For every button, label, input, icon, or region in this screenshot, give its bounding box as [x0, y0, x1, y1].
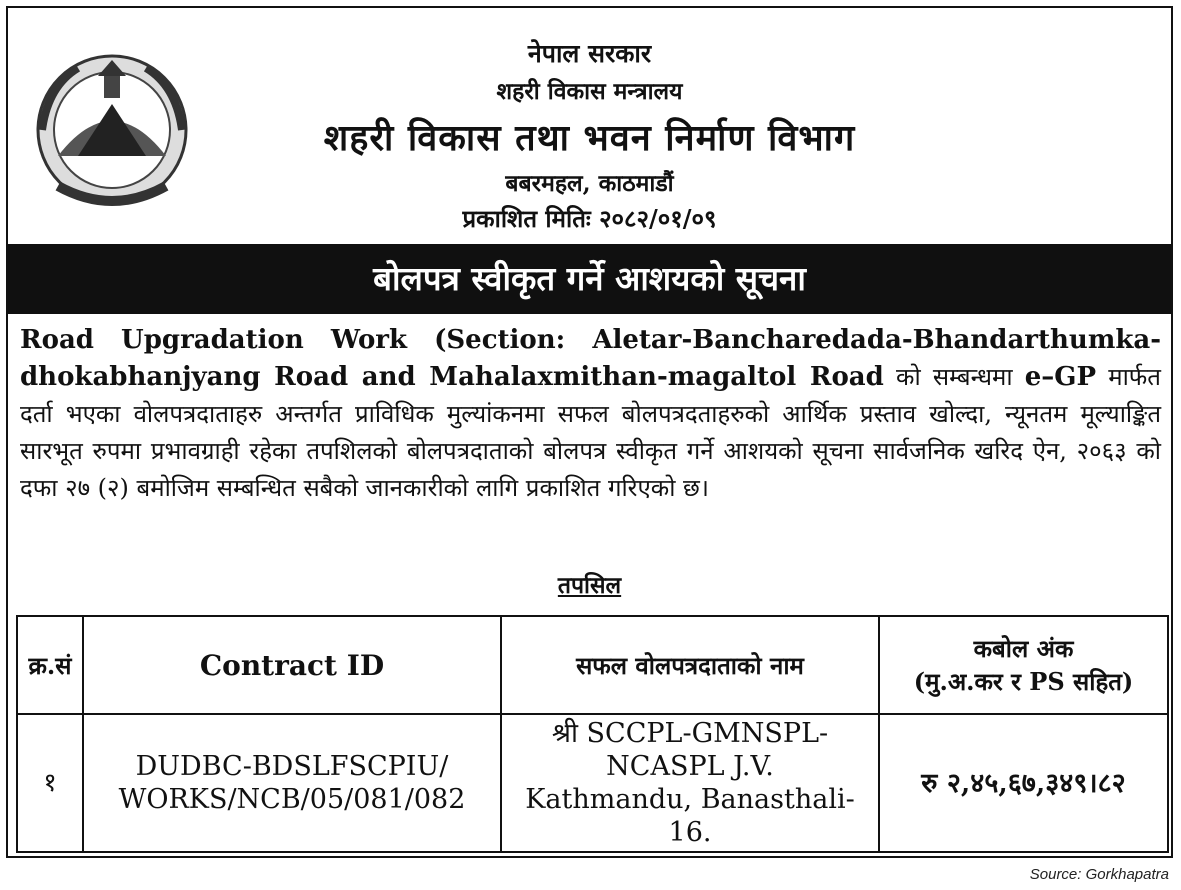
body-connector: को सम्बन्धमा — [883, 363, 1025, 391]
notice-header — [8, 8, 1171, 244]
ministry-name: शहरी विकास मन्त्रालय — [496, 78, 683, 105]
row-amount: रु २,४५,६७,३४९।८२ — [879, 714, 1168, 852]
egp-label: e–GP — [1024, 362, 1097, 392]
project-name: Road Upgradation Work (Section: Aletar-Bancharedada-Bhandarthumka-dhokabhanjyang Road and Mahalaxmithan-magaltol Road — [20, 325, 1161, 392]
notice-title-banner: बोलपत्र स्वीकृत गर्ने आशयको सूचना — [8, 244, 1171, 314]
header-contract-id: Contract ID — [83, 616, 501, 714]
table-header-row — [17, 616, 1168, 714]
contract-id-line2: WORKS/NCB/05/081/082 — [118, 784, 466, 815]
bidder-line1: श्री SCCPL-GMNSPL- — [551, 718, 829, 749]
published-date: प्रकाशित मितिः २०८२/०१/०९ — [462, 204, 717, 233]
body-text: मार्फत दर्ता भएका वोलपत्रदाताहरु अन्तर्गत प्राविधिक मुल्यांकनमा सफल बोलपत्रदताहरुको आर्थिक प्रस्ताव खोल्दा, न्यूनतम मूल्याङ्कित सारभूत रुपमा प्रभावग्राही रहेका तपशिलको बोलपत्रदाताको बोलपत्र स्वीकृत गर्ने आशयको सूचना सार्वजनिक खरिद ऐन, २०६३ को दफा २७ (२) बमोजिम सम्बन्धित सबैको जानकारीको लागि प्रकाशित गरिएको छ। — [20, 363, 1161, 502]
row-contract-id — [83, 714, 501, 852]
contract-table — [16, 615, 1169, 853]
office-address: बबरमहल, काठमाडौं — [505, 170, 674, 197]
header-amount — [879, 616, 1168, 714]
header-bidder: सफल वोलपत्रदाताको नाम — [501, 616, 879, 714]
notice-frame — [6, 6, 1173, 858]
header-amount-line1: कबोल अंक — [973, 634, 1074, 663]
bidder-line3: Kathmandu, Banasthali-16. — [525, 784, 855, 848]
header-amount-line2: (मु.अ.कर र PS सहित) — [913, 667, 1134, 696]
table-row — [17, 714, 1168, 852]
tapsil-heading: तपसिल — [557, 572, 622, 599]
notice-body — [20, 322, 1161, 507]
contract-id-line1: DUDBC-BDSLFSCPIU/ — [135, 751, 449, 782]
government-name: नेपाल सरकार — [527, 39, 652, 68]
row-bidder — [501, 714, 879, 852]
source-credit: Source: Gorkhapatra — [1029, 866, 1169, 883]
row-sn: १ — [17, 714, 83, 852]
bidder-line2: NCASPL J.V. — [606, 751, 774, 782]
header-sn: क्र.सं — [17, 616, 83, 714]
department-name: शहरी विकास तथा भवन निर्माण विभाग — [323, 117, 856, 159]
